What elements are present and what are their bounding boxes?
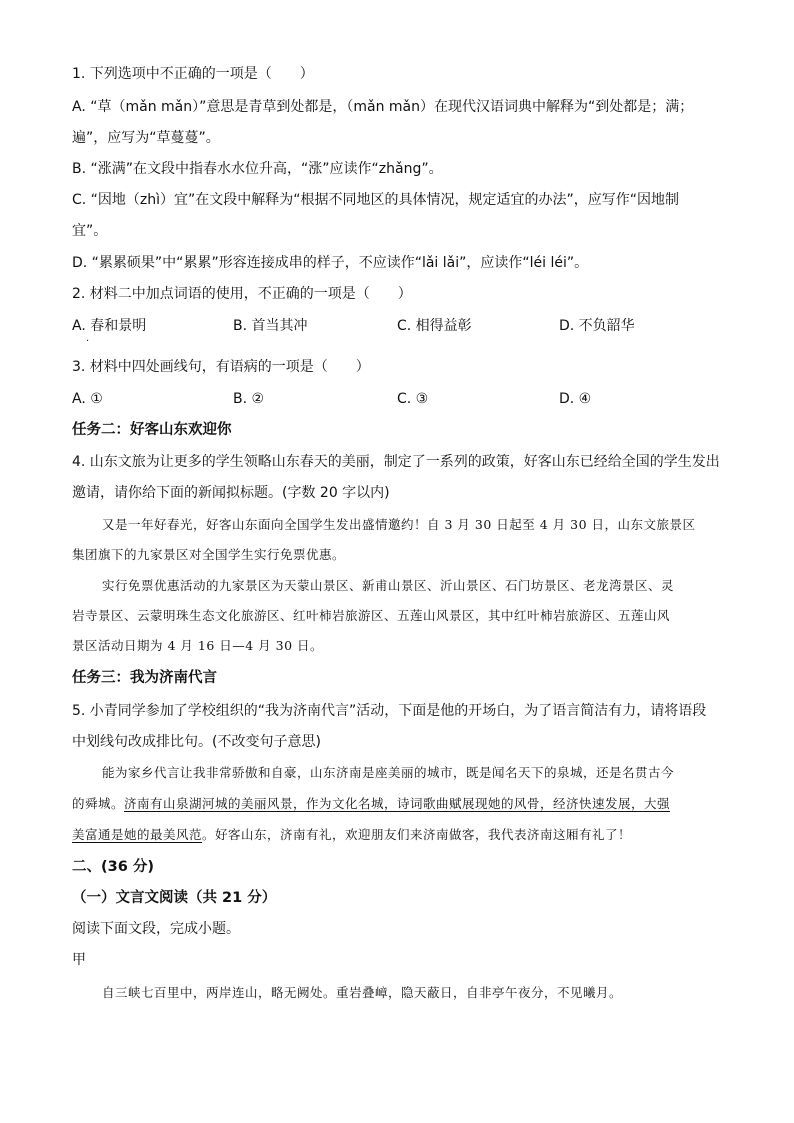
underlined-sentence-part1: 济南有山泉湖河城的美丽风景，作为文化名城，诗词歌曲赋展现她的风骨，经济快速发展，大强 [124,796,671,811]
news-paragraph2-line3: 景区活动日期为 4 月 16 日—4 月 30 日。 [72,638,324,653]
q1-option-a-line1: A. “草（mǎn mǎn）”意思是青草到处都是，（mǎn mǎn）在现代汉语词典中解释为“到处都是；满； [72,99,694,115]
classical-reading-heading: （一）文言文阅读（共 21 分） [72,890,277,906]
speech-line3-plain: 。好客山东，济南有礼，欢迎朋友们来济南做客，我代表济南这厢有礼了！ [202,827,632,842]
speech-line3 [72,825,631,845]
q2-option-c: C. 相得益彰 [397,318,472,334]
q3-stem: 3. 材料中四处画线句，有语病的一项是（ ） [72,359,370,375]
news-paragraph1-line1: 又是一年好春光，好客山东面向全国学生发出盛情邀约！自 3 月 30 日起至 4 月 30 日，山东文旅景区 [102,517,696,532]
passage-jia-text: 自三峡七百里中，两岸连山，略无阙处。重岩叠嶂，隐天蔽日，自非亭午夜分，不见曦月。 [102,985,623,1000]
speech-line1: 能为家乡代言让我非常骄傲和自豪，山东济南是座美丽的城市，既是闻名天下的泉城，还是名贯古今 [102,765,675,780]
task2-heading: 任务二：好客山东欢迎你 [72,422,232,438]
underlined-sentence-part2: 美富通是她的最美风范 [72,827,203,842]
q3-option-d: D. ④ [559,391,592,407]
task3-heading: 任务三：我为济南代言 [72,670,217,686]
q1-option-a-line2: 遍”，应写为“草蔓蔓”。 [72,130,220,146]
q5-stem-line2: 中划线句改成排比句。(不改变句子意思) [72,734,321,750]
section2-heading: 二、(36 分) [72,859,154,875]
q1-stem: 1. 下列选项中不正确的一项是（ ） [72,66,314,82]
speech-line2-plain: 的舜城。 [72,796,125,811]
q4-stem-line2: 邀请，请你给下面的新闻拟标题。(字数 20 字以内) [72,485,390,501]
q5-stem-line1: 5. 小青同学参加了学校组织的“我为济南代言”活动，下面是他的开场白，为了语言简洁有力，请将语段 [72,703,707,719]
news-paragraph2-line1: 实行免票优惠活动的九家景区为天蒙山景区、新甫山景区、沂山景区、石门坊景区、老龙湾景区、灵 [102,578,675,593]
q4-stem-line1: 4. 山东文旅为让更多的学生领略山东春天的美丽，制定了一系列的政策，好客山东已经给全国的学生发出 [72,454,720,470]
q3-option-c: C. ③ [397,391,429,407]
q2-option-b: B. 首当其冲 [233,318,308,334]
q1-option-c-line2: 宜”。 [72,223,108,239]
q1-option-c-line1: C. “因地（zhì）宜”在文段中解释为“根据不同地区的具体情况，规定适宜的办法”，应写作“因地制 [72,192,680,208]
speech-line2 [72,794,670,814]
news-paragraph2-line2: 岩寺景区、云蒙明珠生态文化旅游区、红叶柿岩旅游区、五莲山风景区，其中红叶柿岩旅游区、五莲山风 [72,608,671,623]
q3-option-a: A. ① [72,391,103,407]
q1-option-d: D. “累累硕果”中“累累”形容连接成串的样子，不应读作“lǎi lǎi”，应读作“léi léi”。 [72,255,589,271]
q1-option-b: B. “涨满”在文段中指春水水位升高，“涨”应读作“zhǎng”。 [72,161,443,177]
reading-instruction: 阅读下面文段，完成小题。 [72,921,240,937]
q2-option-d: D. 不负韶华 [559,318,635,334]
q2-option-a: A. 春和景明 [72,318,147,334]
q2-stem: 2. 材料二中加点词语的使用，不正确的一项是（ ） [72,286,412,302]
passage-label-jia: 甲 [72,952,86,968]
news-paragraph1-line2: 集团旗下的九家景区对全国学生实行免票优惠。 [72,547,346,562]
q3-option-b: B. ② [233,391,265,407]
emphasis-dot: · [86,336,90,347]
